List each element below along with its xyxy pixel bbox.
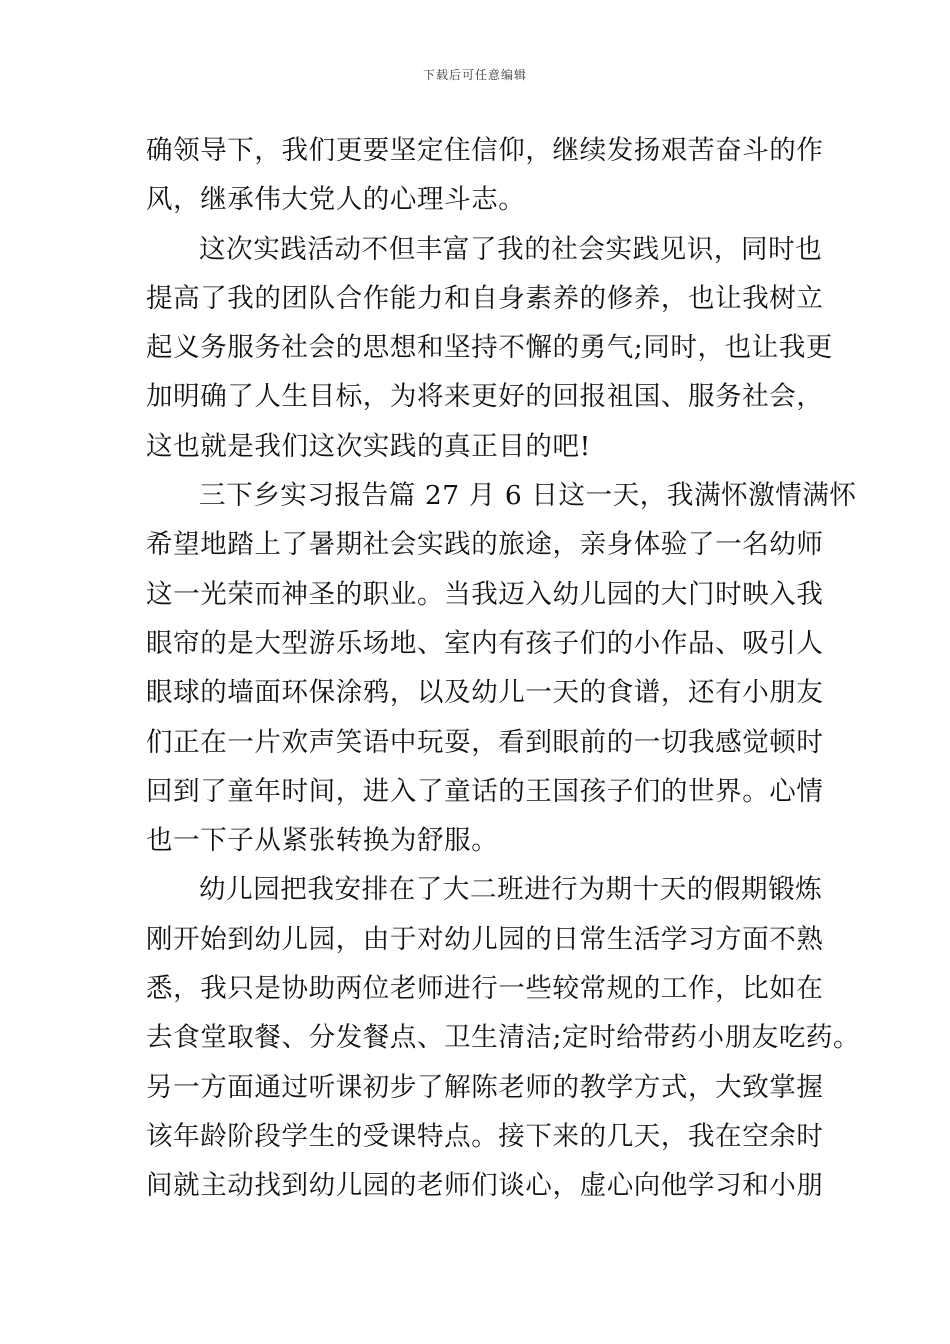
page-header: 下载后可任意编辑: [422, 68, 527, 82]
text-line: 眼帘的是大型游乐场地、室内有孩子们的小作品、吸引人: [146, 627, 824, 659]
text-line: 起义务服务社会的思想和坚持不懈的勇气;同时，也让我更: [146, 332, 834, 364]
text-line: 去食堂取餐、分发餐点、卫生清洁;定时给带药小朋友吃药。: [146, 1022, 861, 1054]
text-line: 风，继承伟大党人的心理斗志。: [146, 184, 526, 216]
text-line: 希望地踏上了暑期社会实践的旅途，亲身体验了一名幼师: [146, 529, 824, 561]
text-line: 这也就是我们这次实践的真正目的吧!: [146, 430, 591, 462]
text-line: 刚开始到幼儿园，由于对幼儿园的日常生活学习方面不熟: [146, 923, 824, 955]
text-line: 提高了我的团队合作能力和自身素养的修养，也让我树立: [146, 282, 824, 314]
text-line: 另一方面通过听课初步了解陈老师的教学方式，大致掌握: [146, 1071, 824, 1103]
text-line: 们正在一片欢声笑语中玩耍，看到眼前的一切我感觉顿时: [146, 726, 824, 758]
text-line: 确领导下，我们更要坚定住信仰，继续发扬艰苦奋斗的作: [146, 135, 824, 166]
text-line: 间就主动找到幼儿园的老师们谈心，虚心向他学习和小朋: [146, 1170, 824, 1202]
text-line: 三下乡实习报告篇 27 月 6 日这一天，我满怀激情满怀: [199, 480, 857, 512]
text-line: 也一下子从紧张转换为舒服。: [146, 825, 499, 857]
text-line: 这次实践活动不但丰富了我的社会实践见识，同时也: [199, 233, 823, 265]
text-line: 眼球的墙面环保涂鸦，以及幼儿一天的食谱，还有小朋友: [146, 677, 824, 709]
text-line: 该年龄阶段学生的受课特点。接下来的几天，我在空余时: [146, 1120, 824, 1152]
text-line: 幼儿园把我安排在了大二班进行为期十天的假期锻炼: [199, 874, 823, 906]
text-line: 悉，我只是协助两位老师进行一些较常规的工作，比如在: [146, 973, 824, 1005]
text-line: 回到了童年时间，进入了童话的王国孩子们的世界。心情: [146, 775, 824, 807]
text-line: 加明确了人生目标，为将来更好的回报祖国、服务社会，: [146, 381, 824, 413]
document-body: [146, 126, 861, 1211]
text-line: 这一光荣而神圣的职业。当我迈入幼儿园的大门时映入我: [146, 578, 824, 610]
